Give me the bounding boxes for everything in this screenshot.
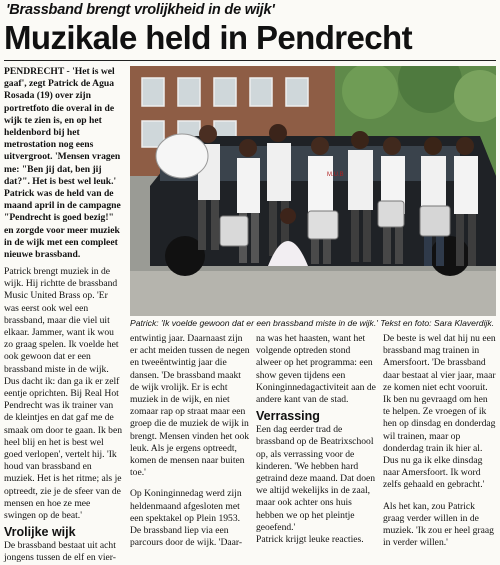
kicker-quote: 'Brassband brengt vrolijkheid in de wijk' bbox=[6, 2, 275, 18]
drum-lettering: M.U.B bbox=[327, 172, 344, 178]
body-paragraph: entwintig jaar. Daarnaast zijn er acht meiden tussen de negen en tweeëntwintig jaar die dansen. 'De brassband maakt de wijk vrolijk. Er is echt muziek in de wijk, en niet zomaar rap op straat maar een groep die de muziek de wijk in brengt. Mensen vinden het ook leuk. Als je ergens optreedt, komen de mensen naar buiten toe.' bbox=[130, 333, 250, 479]
column-1-body bbox=[4, 266, 124, 565]
body-paragraph: na was het haasten, want het volgende optreden stond alweer op het programma: een show geven tijdens een Koninginnedagactiviteit aan de andere kant van de stad. bbox=[256, 333, 376, 406]
body-paragraph: Op Koninginnedag werd zijn heldenmaand afgesloten met een spektakel op Plein 1953. De brassband liep via een parcours door de wijk. 'Daar- bbox=[130, 488, 243, 549]
subhead-verrassing: Verrassing bbox=[256, 409, 320, 424]
headline: Muzikale held in Pendrecht bbox=[4, 19, 412, 56]
column-3 bbox=[256, 333, 376, 546]
body-paragraph: Als het kan, zou Patrick graag verder willen in de muziek. 'Ik zou er heel graag in verder willen.' bbox=[383, 500, 494, 549]
intro-paragraph bbox=[4, 66, 124, 261]
column-4 bbox=[383, 333, 496, 549]
body-paragraph: Een dag eerder trad de brassband op de Beatrixschool op, als verrassing voor de kinderen. 'We hebben hard getraind deze maand. Dat doen we altijd wekelijks in de zaal, maar ook achter ons huis hebben we op het pleintje geoefend.' bbox=[256, 424, 376, 533]
body-paragraph: Patrick krijgt leuke reacties. bbox=[256, 534, 364, 546]
photo-caption: Patrick: 'Ik voelde gewoon dat er een brassband miste in de wijk.' Tekst en foto: Sara Klaverdijk. bbox=[130, 318, 495, 328]
brassband-photo bbox=[130, 66, 496, 316]
dateline: PENDRECHT - bbox=[4, 66, 70, 77]
column-2 bbox=[130, 333, 250, 549]
column-1-intro bbox=[4, 66, 124, 261]
body-paragraph: Patrick brengt muziek in de wijk. Hij richtte de brassband Music United Brass op. 'Er was eerst ook wel een brassband, maar die viel uit elkaar. Jammer, want ik wou zo graag spelen. Ik voelde het ook gewoon dat er een brassband miste in de wijk. Dus dacht ik: dan ga ik er zelf eentje oprichten. Bij Real Hot Pendrecht was ik trainer van de kleintjes en dat gaf me de smaak om door te gaan. Ik ben heel blij en het is best wel goed verlopen', vertelt hij. 'Ik houd van brassband en muziek. Het is het ritme; als je optreedt, zie je de sfeer van de mensen en hoe ze mee swingen op de beat.' bbox=[4, 266, 123, 522]
header-rule bbox=[4, 60, 496, 61]
body-paragraph: De beste is wel dat hij nu een brassband mag trainen in Amersfoort. 'De brassband daar bestaat al vier jaar, maar ze komen niet echt vooruit. Ik ben nu gevraagd om hen te helpen. Ze vroegen of ik hen op dinsdag en donderdag wil trainen, maar op donderdag train ik hier al. Dus nu ga ik elke dinsdag naar Amersfoort. Ik word zelfs gehaald en gebracht.' bbox=[383, 333, 496, 491]
body-paragraph: De brassband bestaat uit acht jongens tussen de elf en vier- bbox=[4, 540, 116, 564]
photo-illustration bbox=[130, 66, 496, 316]
subhead-vrolijke-wijk: Vrolijke wijk bbox=[4, 525, 76, 540]
intro-text: 'Het is wel gaaf', zegt Patrick de Agua Rosada (19) over zijn portretfoto die overal in de wijk te zien is, en op het heldenbord bij het metrostation nog eens uitvergroot. 'Mensen vragen me: "Ben jij dat, ben jij dat?". Het is best wel leuk.' Patrick was de held van de maand april in de campagne "Pendrecht is goed bezig!" en zorgde voor meer muziek in de wijk met een compleet nieuwe brassband. bbox=[4, 66, 121, 261]
